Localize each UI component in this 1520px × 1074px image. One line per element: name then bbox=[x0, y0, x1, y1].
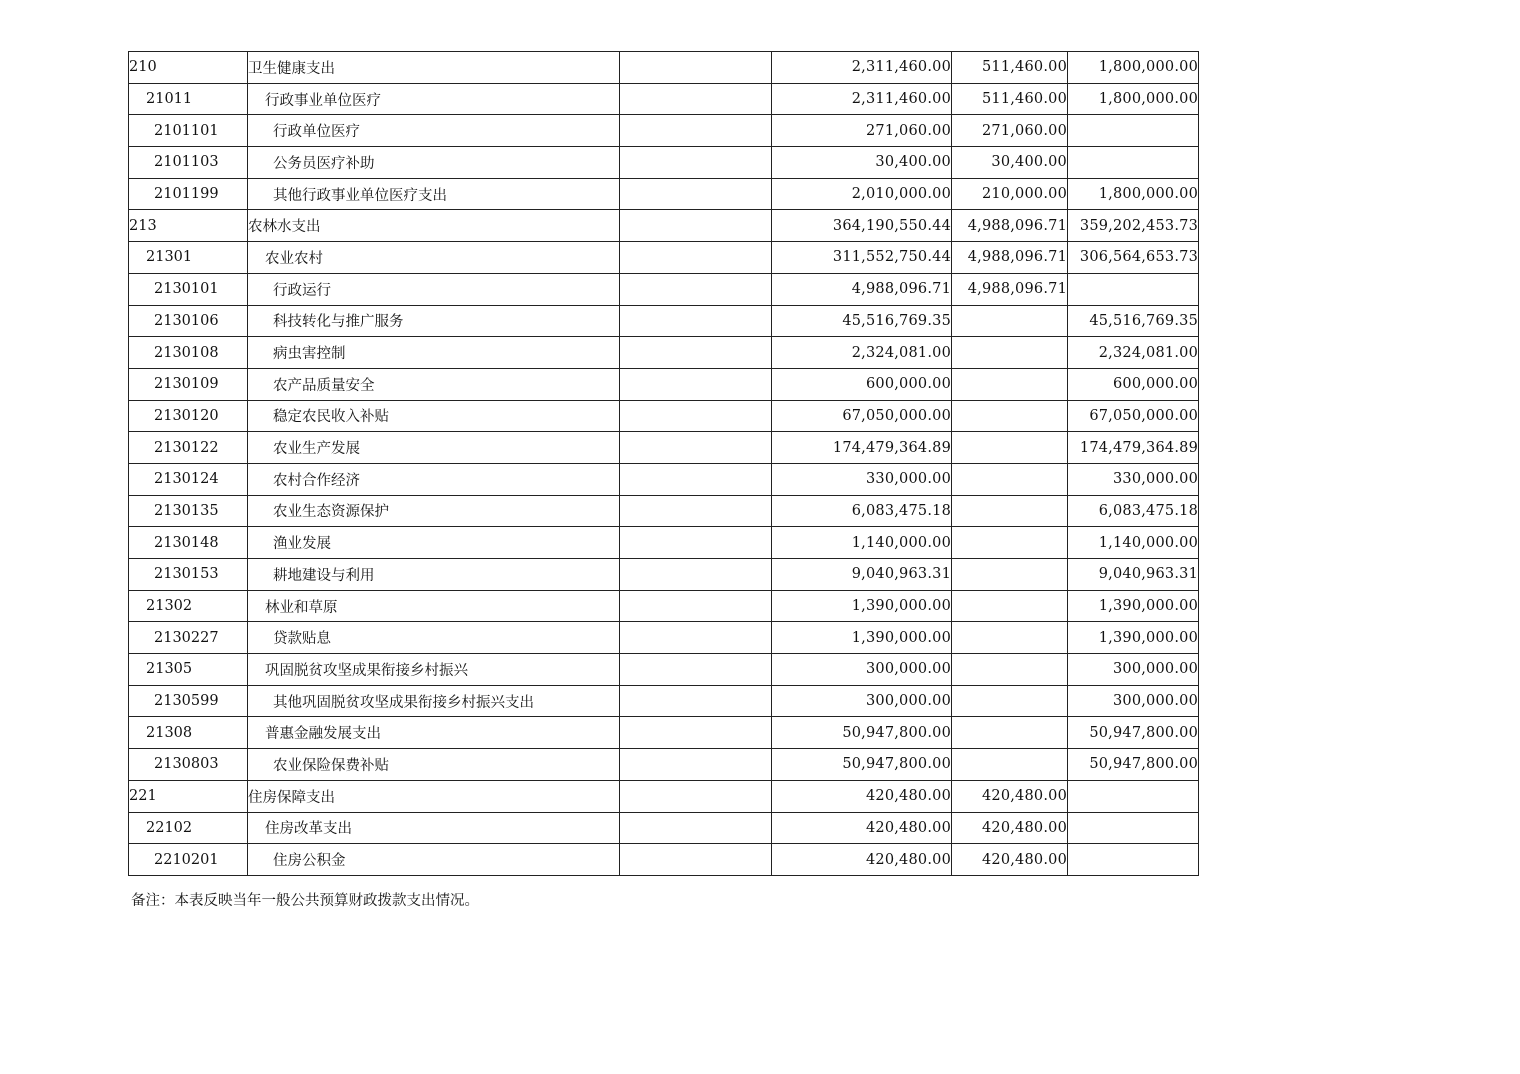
table-row bbox=[129, 622, 1199, 654]
cell-basic: 511,460.00 bbox=[952, 83, 1068, 115]
cell-basic bbox=[952, 622, 1068, 654]
cell-basic bbox=[952, 432, 1068, 464]
cell-blank bbox=[620, 495, 772, 527]
cell-blank bbox=[620, 400, 772, 432]
cell-project: 1,800,000.00 bbox=[1068, 52, 1199, 84]
cell-basic: 4,988,096.71 bbox=[952, 273, 1068, 305]
cell-basic bbox=[952, 400, 1068, 432]
table-row bbox=[129, 52, 1199, 84]
table-row bbox=[129, 115, 1199, 147]
cell-total: 4,988,096.71 bbox=[772, 273, 952, 305]
table-row bbox=[129, 559, 1199, 591]
cell-basic bbox=[952, 559, 1068, 591]
table-row bbox=[129, 654, 1199, 686]
cell-basic: 420,480.00 bbox=[952, 844, 1068, 876]
cell-total: 420,480.00 bbox=[772, 844, 952, 876]
cell-basic bbox=[952, 337, 1068, 369]
cell-name: 行政单位医疗 bbox=[248, 115, 620, 147]
expenditure-table bbox=[128, 51, 1199, 876]
cell-basic: 4,988,096.71 bbox=[952, 242, 1068, 274]
table-row bbox=[129, 463, 1199, 495]
cell-name: 巩固脱贫攻坚成果衔接乡村振兴 bbox=[248, 654, 620, 686]
cell-code: 2130135 bbox=[129, 495, 248, 527]
cell-code: 221 bbox=[129, 780, 248, 812]
cell-blank bbox=[620, 780, 772, 812]
cell-total: 2,311,460.00 bbox=[772, 83, 952, 115]
table-row bbox=[129, 337, 1199, 369]
cell-project: 45,516,769.35 bbox=[1068, 305, 1199, 337]
cell-project: 50,947,800.00 bbox=[1068, 749, 1199, 781]
cell-name: 农业农村 bbox=[248, 242, 620, 274]
table-row bbox=[129, 147, 1199, 179]
cell-project: 9,040,963.31 bbox=[1068, 559, 1199, 591]
cell-total: 300,000.00 bbox=[772, 654, 952, 686]
cell-code: 21011 bbox=[129, 83, 248, 115]
cell-name: 渔业发展 bbox=[248, 527, 620, 559]
cell-project: 359,202,453.73 bbox=[1068, 210, 1199, 242]
cell-total: 50,947,800.00 bbox=[772, 749, 952, 781]
cell-basic: 30,400.00 bbox=[952, 147, 1068, 179]
cell-project bbox=[1068, 147, 1199, 179]
cell-blank bbox=[620, 463, 772, 495]
cell-name: 住房公积金 bbox=[248, 844, 620, 876]
cell-basic bbox=[952, 368, 1068, 400]
cell-basic: 271,060.00 bbox=[952, 115, 1068, 147]
cell-code: 22102 bbox=[129, 812, 248, 844]
table-row bbox=[129, 749, 1199, 781]
cell-code: 2130122 bbox=[129, 432, 248, 464]
cell-blank bbox=[620, 210, 772, 242]
cell-name: 稳定农民收入补贴 bbox=[248, 400, 620, 432]
table-row bbox=[129, 812, 1199, 844]
table-row bbox=[129, 242, 1199, 274]
cell-code: 2101199 bbox=[129, 178, 248, 210]
cell-basic bbox=[952, 305, 1068, 337]
cell-project: 306,564,653.73 bbox=[1068, 242, 1199, 274]
cell-code: 2130108 bbox=[129, 337, 248, 369]
cell-project bbox=[1068, 844, 1199, 876]
cell-total: 330,000.00 bbox=[772, 463, 952, 495]
cell-blank bbox=[620, 115, 772, 147]
cell-blank bbox=[620, 147, 772, 179]
cell-project: 1,390,000.00 bbox=[1068, 590, 1199, 622]
cell-blank bbox=[620, 178, 772, 210]
cell-total: 420,480.00 bbox=[772, 780, 952, 812]
cell-code: 2130106 bbox=[129, 305, 248, 337]
cell-basic bbox=[952, 463, 1068, 495]
cell-project: 300,000.00 bbox=[1068, 685, 1199, 717]
cell-project: 1,390,000.00 bbox=[1068, 622, 1199, 654]
cell-project bbox=[1068, 812, 1199, 844]
cell-basic bbox=[952, 749, 1068, 781]
cell-total: 2,311,460.00 bbox=[772, 52, 952, 84]
cell-project bbox=[1068, 273, 1199, 305]
cell-project: 1,800,000.00 bbox=[1068, 178, 1199, 210]
cell-code: 2130599 bbox=[129, 685, 248, 717]
cell-total: 45,516,769.35 bbox=[772, 305, 952, 337]
cell-code: 2101101 bbox=[129, 115, 248, 147]
cell-code: 2210201 bbox=[129, 844, 248, 876]
cell-basic: 511,460.00 bbox=[952, 52, 1068, 84]
cell-project: 600,000.00 bbox=[1068, 368, 1199, 400]
table-row bbox=[129, 273, 1199, 305]
cell-blank bbox=[620, 717, 772, 749]
cell-name: 农业生产发展 bbox=[248, 432, 620, 464]
cell-blank bbox=[620, 685, 772, 717]
cell-project: 1,140,000.00 bbox=[1068, 527, 1199, 559]
cell-name: 农业保险保费补贴 bbox=[248, 749, 620, 781]
table-row bbox=[129, 368, 1199, 400]
table-row bbox=[129, 844, 1199, 876]
table-row bbox=[129, 590, 1199, 622]
cell-blank bbox=[620, 812, 772, 844]
cell-blank bbox=[620, 368, 772, 400]
cell-basic bbox=[952, 717, 1068, 749]
table-row bbox=[129, 685, 1199, 717]
table-row bbox=[129, 210, 1199, 242]
table-row bbox=[129, 83, 1199, 115]
cell-basic bbox=[952, 654, 1068, 686]
cell-name: 住房改革支出 bbox=[248, 812, 620, 844]
cell-code: 2130148 bbox=[129, 527, 248, 559]
cell-basic: 420,480.00 bbox=[952, 780, 1068, 812]
cell-blank bbox=[620, 432, 772, 464]
cell-project: 67,050,000.00 bbox=[1068, 400, 1199, 432]
cell-project bbox=[1068, 115, 1199, 147]
cell-name: 卫生健康支出 bbox=[248, 52, 620, 84]
cell-basic: 420,480.00 bbox=[952, 812, 1068, 844]
cell-blank bbox=[620, 622, 772, 654]
cell-name: 农产品质量安全 bbox=[248, 368, 620, 400]
cell-project: 50,947,800.00 bbox=[1068, 717, 1199, 749]
cell-basic bbox=[952, 495, 1068, 527]
cell-total: 2,010,000.00 bbox=[772, 178, 952, 210]
cell-code: 2101103 bbox=[129, 147, 248, 179]
cell-blank bbox=[620, 337, 772, 369]
cell-code: 2130124 bbox=[129, 463, 248, 495]
table-row bbox=[129, 400, 1199, 432]
cell-blank bbox=[620, 83, 772, 115]
cell-blank bbox=[620, 273, 772, 305]
cell-code: 2130120 bbox=[129, 400, 248, 432]
table-body bbox=[129, 52, 1199, 876]
cell-total: 1,140,000.00 bbox=[772, 527, 952, 559]
cell-blank bbox=[620, 844, 772, 876]
cell-total: 1,390,000.00 bbox=[772, 622, 952, 654]
cell-total: 420,480.00 bbox=[772, 812, 952, 844]
cell-name: 病虫害控制 bbox=[248, 337, 620, 369]
cell-project: 330,000.00 bbox=[1068, 463, 1199, 495]
cell-code: 21301 bbox=[129, 242, 248, 274]
cell-total: 2,324,081.00 bbox=[772, 337, 952, 369]
cell-blank bbox=[620, 590, 772, 622]
cell-total: 30,400.00 bbox=[772, 147, 952, 179]
cell-name: 贷款贴息 bbox=[248, 622, 620, 654]
cell-blank bbox=[620, 559, 772, 591]
cell-total: 600,000.00 bbox=[772, 368, 952, 400]
cell-total: 300,000.00 bbox=[772, 685, 952, 717]
table-row bbox=[129, 495, 1199, 527]
cell-code: 21305 bbox=[129, 654, 248, 686]
cell-code: 21308 bbox=[129, 717, 248, 749]
cell-blank bbox=[620, 52, 772, 84]
cell-total: 67,050,000.00 bbox=[772, 400, 952, 432]
cell-name: 公务员医疗补助 bbox=[248, 147, 620, 179]
cell-code: 2130153 bbox=[129, 559, 248, 591]
cell-total: 1,390,000.00 bbox=[772, 590, 952, 622]
cell-code: 21302 bbox=[129, 590, 248, 622]
cell-name: 农村合作经济 bbox=[248, 463, 620, 495]
cell-project: 2,324,081.00 bbox=[1068, 337, 1199, 369]
cell-name: 行政事业单位医疗 bbox=[248, 83, 620, 115]
cell-project: 300,000.00 bbox=[1068, 654, 1199, 686]
cell-total: 50,947,800.00 bbox=[772, 717, 952, 749]
cell-total: 9,040,963.31 bbox=[772, 559, 952, 591]
cell-name: 科技转化与推广服务 bbox=[248, 305, 620, 337]
cell-name: 农林水支出 bbox=[248, 210, 620, 242]
cell-blank bbox=[620, 654, 772, 686]
cell-name: 耕地建设与利用 bbox=[248, 559, 620, 591]
cell-name: 农业生态资源保护 bbox=[248, 495, 620, 527]
cell-blank bbox=[620, 527, 772, 559]
cell-project: 6,083,475.18 bbox=[1068, 495, 1199, 527]
cell-name: 普惠金融发展支出 bbox=[248, 717, 620, 749]
table-row bbox=[129, 305, 1199, 337]
cell-name: 林业和草原 bbox=[248, 590, 620, 622]
cell-total: 6,083,475.18 bbox=[772, 495, 952, 527]
cell-total: 311,552,750.44 bbox=[772, 242, 952, 274]
table-row bbox=[129, 717, 1199, 749]
cell-code: 2130101 bbox=[129, 273, 248, 305]
cell-code: 213 bbox=[129, 210, 248, 242]
cell-blank bbox=[620, 242, 772, 274]
cell-name: 其他行政事业单位医疗支出 bbox=[248, 178, 620, 210]
table-note: 备注：本表反映当年一般公共预算财政拨款支出情况。 bbox=[131, 893, 479, 909]
cell-code: 2130109 bbox=[129, 368, 248, 400]
cell-basic bbox=[952, 590, 1068, 622]
cell-blank bbox=[620, 749, 772, 781]
cell-name: 住房保障支出 bbox=[248, 780, 620, 812]
table-row bbox=[129, 178, 1199, 210]
cell-code: 2130227 bbox=[129, 622, 248, 654]
table-row bbox=[129, 780, 1199, 812]
table-row bbox=[129, 432, 1199, 464]
cell-total: 174,479,364.89 bbox=[772, 432, 952, 464]
cell-total: 271,060.00 bbox=[772, 115, 952, 147]
cell-name: 其他巩固脱贫攻坚成果衔接乡村振兴支出 bbox=[248, 685, 620, 717]
cell-code: 2130803 bbox=[129, 749, 248, 781]
cell-name: 行政运行 bbox=[248, 273, 620, 305]
cell-project: 174,479,364.89 bbox=[1068, 432, 1199, 464]
cell-basic: 210,000.00 bbox=[952, 178, 1068, 210]
cell-code: 210 bbox=[129, 52, 248, 84]
cell-total: 364,190,550.44 bbox=[772, 210, 952, 242]
cell-basic: 4,988,096.71 bbox=[952, 210, 1068, 242]
cell-blank bbox=[620, 305, 772, 337]
cell-project bbox=[1068, 780, 1199, 812]
cell-basic bbox=[952, 527, 1068, 559]
cell-project: 1,800,000.00 bbox=[1068, 83, 1199, 115]
table-row bbox=[129, 527, 1199, 559]
cell-basic bbox=[952, 685, 1068, 717]
